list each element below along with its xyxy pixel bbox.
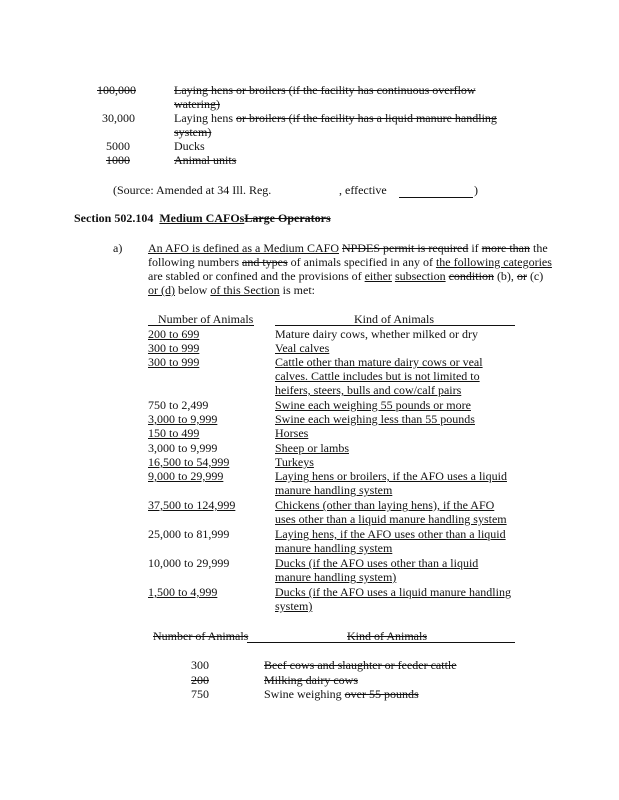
- table-row-number: 750 to 2,499: [148, 398, 209, 412]
- paragraph-label: a): [113, 241, 123, 255]
- table-row-kind: Horses: [275, 426, 309, 440]
- table-row-number: 1,500 to 4,999: [148, 585, 218, 599]
- section-title-old: Large Operators: [244, 211, 331, 225]
- top-row-kind: [174, 111, 497, 125]
- table-row-kind: Swine each weighing less than 55 pounds: [275, 412, 475, 426]
- top-row-kind: Ducks: [174, 139, 205, 153]
- table-row-number: 16,500 to 54,999: [148, 455, 230, 469]
- table-row-kind: Veal calves: [275, 341, 330, 355]
- source-close: ): [474, 183, 478, 197]
- column-header-kind: Kind of Animals: [354, 312, 434, 326]
- table-row-number: 200: [191, 673, 209, 687]
- table-row-kind-cont: heifers, steers, bulls and cow/calf pairs: [275, 383, 462, 397]
- source-prefix: (Source: Amended at 34 Ill. Reg.: [113, 183, 272, 197]
- section-title-new: Medium CAFOs: [159, 211, 245, 225]
- table-row-kind-cont: uses other than a liquid manure handling system: [275, 512, 507, 526]
- table-row-number: 37,500 to 124,999: [148, 498, 236, 512]
- table-row-kind: Milking dairy cows: [264, 673, 358, 687]
- top-row-kind-struck: or broilers (if the facility has a liquid manure handling: [236, 111, 497, 125]
- kind-kept: Swine weighing: [264, 687, 345, 701]
- table-row-kind: Swine each weighing 55 pounds or more: [275, 398, 471, 412]
- table-row-kind-cont: manure handling system: [275, 541, 393, 555]
- top-row-number: 1000: [106, 153, 130, 167]
- column-header-number: Number of Animals: [158, 312, 254, 326]
- paragraph-line: are stabled or confined and the provisions of either subsection condition (b), or (c): [148, 269, 544, 283]
- table-row-kind: Ducks (if the AFO uses other than a liquid: [275, 556, 479, 570]
- paragraph-line: An AFO is defined as a Medium CAFO NPDES permit is required if more than the: [148, 241, 548, 255]
- paragraph-line: following numbers and types of animals specified in any of the following categories: [148, 255, 552, 269]
- table-row-kind: Laying hens, if the AFO uses other than a liquid: [275, 527, 506, 541]
- column-header-kind: Kind of Animals: [347, 629, 427, 643]
- top-row-number: 30,000: [102, 111, 135, 125]
- table-row-kind: Ducks (if the AFO uses a liquid manure handling: [275, 585, 511, 599]
- table-row-number: 200 to 699: [148, 327, 200, 341]
- table-row-number: 3,000 to 9,999: [148, 441, 218, 455]
- table-row-kind: Mature dairy cows, whether milked or dry: [275, 327, 478, 341]
- table-row-kind-cont: system): [275, 599, 313, 613]
- table-row-kind: Laying hens or broilers, if the AFO uses a liquid: [275, 469, 507, 483]
- top-row-kind-cont: system): [174, 125, 212, 139]
- top-row-kind-kept: Laying hens: [174, 111, 236, 125]
- kind-struck: over 55 pounds: [344, 687, 419, 701]
- header-rule: [275, 325, 515, 326]
- column-header-number: Number of Animals: [153, 629, 249, 643]
- top-row-kind: Laying hens or broilers (if the facility has continuous overflow: [174, 83, 476, 97]
- table-row-kind: Chickens (other than laying hens), if the AFO: [275, 498, 495, 512]
- source-date-blank: [399, 197, 473, 198]
- table-row-kind-cont: manure handling system): [275, 570, 397, 584]
- paragraph-line: or (d) below of this Section is met:: [148, 283, 315, 297]
- top-row-kind-cont: watering): [174, 97, 220, 111]
- table-row-number: 750: [191, 687, 209, 701]
- table-row-number: 9,000 to 29,999: [148, 469, 224, 483]
- top-row-number: 100,000: [97, 83, 136, 97]
- table-row-kind: Turkeys: [275, 455, 314, 469]
- top-row-kind: Animal units: [174, 153, 237, 167]
- header-rule: [148, 325, 254, 326]
- table-row-number: 300 to 999: [148, 341, 200, 355]
- table-row-number: 10,000 to 29,999: [148, 556, 230, 570]
- table-row-number: 150 to 499: [148, 426, 200, 440]
- source-effective: , effective: [339, 183, 387, 197]
- top-row-number: 5000: [106, 139, 130, 153]
- section-number: Section 502.104: [74, 211, 154, 225]
- table-row-kind-cont: calves. Cattle includes but is not limited to: [275, 369, 480, 383]
- table-row-number: 300: [191, 658, 209, 672]
- table-row-kind-cont: manure handling system: [275, 483, 393, 497]
- section-heading: [74, 211, 331, 225]
- table-row-number: 3,000 to 9,999: [148, 412, 218, 426]
- table-row-kind: Cattle other than mature dairy cows or veal: [275, 355, 483, 369]
- table-row-kind: Beef cows and slaughter or feeder cattle: [264, 658, 457, 672]
- table-row-number: 25,000 to 81,999: [148, 527, 230, 541]
- table-row-number: 300 to 999: [148, 355, 200, 369]
- table-row-kind: [264, 687, 419, 701]
- table-row-kind: Sheep or lambs: [275, 441, 349, 455]
